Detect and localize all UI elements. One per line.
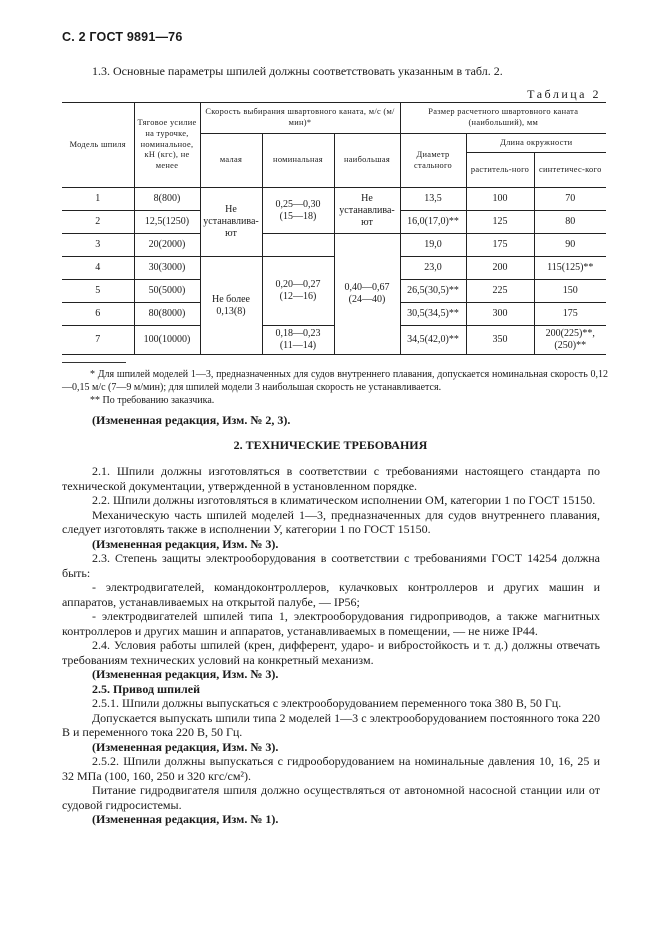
th-diameter: Диаметр стального [400, 134, 466, 188]
cell-diameter: 19,0 [400, 234, 466, 257]
cell-pull: 30(3000) [134, 257, 200, 280]
th-model: Модель шпиля [62, 103, 134, 188]
cell-synth: 70 [534, 188, 606, 211]
th-speed-max: наибольшая [334, 134, 400, 188]
cell-model: 3 [62, 234, 134, 257]
paragraph: Механическую часть шпилей моделей 1—3, предназначенных для судов внутреннего плавания, следует изготовлять также в исполнении У, категории 1 по ГОСТ 15150. [62, 507, 600, 536]
cell-plant: 125 [466, 211, 534, 234]
amendment-note: (Измененная редакция, Изм. № 3). [92, 536, 279, 551]
th-circ: Длина окружности [466, 134, 606, 153]
paragraph: 2.4. Условия работы шпилей (крен, дифферент, ударо- и вибростойкость и т. д.) должны отвечать требованиям технических условий на конкретный механизм. [62, 638, 600, 667]
paragraph: - электродвигателей, командоконтроллеров, кулачковых контроллеров и других машин и аппаратов, устанавливаемых на открытой палубе, — IP56; [62, 580, 600, 609]
cell-model: 5 [62, 280, 134, 303]
paragraph: Допускается выпускать шпили типа 2 моделей 1—3 с электрооборудованием постоянного тока 220 В и переменного тока 220 В, 50 Гц. [62, 710, 600, 739]
amendment-note: (Измененная редакция, Изм. № 1). [92, 812, 279, 826]
parameters-table [62, 102, 606, 355]
cell-model: 6 [62, 303, 134, 326]
cell-synth: 200(225)**, (250)** [534, 326, 606, 355]
cell-pull: 20(2000) [134, 234, 200, 257]
cell-pull: 50(5000) [134, 280, 200, 303]
footnote-separator [62, 362, 126, 363]
cell-speed-nom-c: 0,18—0,23 (11—14) [262, 326, 334, 355]
cell-plant: 300 [466, 303, 534, 326]
cell-speed-nom-b: 0,20—0,27 (12—16) [262, 257, 334, 326]
cell-diameter: 30,5(34,5)** [400, 303, 466, 326]
cell-plant: 100 [466, 188, 534, 211]
cell-plant: 350 [466, 326, 534, 355]
page-header: С. 2 ГОСТ 9891—76 [62, 30, 183, 44]
cell-synth: 115(125)** [534, 257, 606, 280]
amendment-note: (Измененная редакция, Изм. № 3). [92, 667, 279, 681]
cell-diameter: 23,0 [400, 257, 466, 280]
cell-pull: 100(10000) [134, 326, 200, 355]
paragraph: 2.2. Шпили должны изготовляться в климатическом исполнении ОМ, категории 1 по ГОСТ 15150. [92, 493, 596, 507]
cell-speed-low-b: Не более 0,13(8) [200, 257, 262, 355]
paragraph: - электродвигателей шпилей типа 1, электрооборудования гидроприводов, а также магнитных контроллеров и других машин и аппаратов, устанавливаемых в помещении, — не ниже IP44. [62, 609, 600, 638]
th-size: Размер расчетного швартовного каната (наибольший), мм [400, 103, 606, 134]
table-row [62, 234, 606, 257]
cell-synth: 175 [534, 303, 606, 326]
footnote-1: * Для шпилей моделей 1—3, предназначенных для судов внутреннего плавания, допускается номинальная скорость 0,12—0,15 м/с (7—9 м/мин); для шпилей модели 3 наибольшая скорость не устанавливается. [62, 369, 608, 393]
cell-diameter: 16,0(17,0)** [400, 211, 466, 234]
cell-speed-low-a: Не устанавлива-ют [200, 188, 262, 257]
th-speed: Скорость выбирания швартовного каната, м/с (м/мин)* [200, 103, 400, 134]
th-circ-plant: раститель-ного [466, 153, 534, 188]
section-body [62, 464, 600, 827]
footnote-2: ** По требованию заказчика. [90, 395, 215, 406]
paragraph: 2.3. Степень защиты электрооборудования в соответствии с требованиями ГОСТ 14254 должна быть: [62, 551, 600, 580]
paragraph: 2.5.1. Шпили должны выпускаться с электрооборудованием переменного тока 380 В, 50 Гц. [92, 696, 562, 710]
cell-model: 1 [62, 188, 134, 211]
intro-paragraph: 1.3. Основные параметры шпилей должны соответствовать указанным в табл. 2. [92, 64, 503, 78]
th-circ-synth: синтетичес-кого [534, 153, 606, 188]
cell-pull: 80(8000) [134, 303, 200, 326]
cell-plant: 200 [466, 257, 534, 280]
cell-speed-max-a: Не устанавлива-ют [334, 188, 400, 234]
cell-plant: 225 [466, 280, 534, 303]
footnotes [62, 368, 608, 407]
cell-diameter: 34,5(42,0)** [400, 326, 466, 355]
cell-speed-max-b: 0,40—0,67 (24—40) [334, 234, 400, 355]
paragraph: Питание гидродвигателя шпиля должно осуществляться от автономной насосной станции или от судовой гидросистемы. [62, 783, 600, 812]
subsection-title: 2.5. Привод шпилей [92, 681, 200, 696]
cell-speed-nom-a: 0,25—0,30 (15—18) [262, 188, 334, 234]
cell-diameter: 26,5(30,5)** [400, 280, 466, 303]
amendment-note: (Измененная редакция, Изм. № 2, 3). [92, 413, 291, 427]
cell-pull: 12,5(1250) [134, 211, 200, 234]
paragraph: 2.1. Шпили должны изготовляться в соответствии с требованиями настоящего стандарта по технической документации, утвержденной в установленном порядке. [62, 464, 600, 493]
cell-model: 2 [62, 211, 134, 234]
cell-model: 7 [62, 326, 134, 355]
cell-pull: 8(800) [134, 188, 200, 211]
th-speed-low: малая [200, 134, 262, 188]
th-speed-nom: номинальная [262, 134, 334, 188]
table-row [62, 188, 606, 211]
cell-model: 4 [62, 257, 134, 280]
th-pull: Тяговое усилие на турочке, номинальное, кН (кгс), не менее [134, 103, 200, 188]
cell-plant: 175 [466, 234, 534, 257]
cell-diameter: 13,5 [400, 188, 466, 211]
cell-synth: 150 [534, 280, 606, 303]
paragraph: 2.5.2. Шпили должны выпускаться с гидрооборудованием на номинальные давления 10, 16, 25 и 32 МПа (100, 160, 250 и 320 кгс/см²). [62, 754, 600, 783]
cell-speed-nom-empty [262, 234, 334, 257]
cell-synth: 80 [534, 211, 606, 234]
amendment-note: (Измененная редакция, Изм. № 3). [92, 739, 279, 754]
cell-synth: 90 [534, 234, 606, 257]
section-title: 2. ТЕХНИЧЕСКИЕ ТРЕБОВАНИЯ [233, 438, 428, 452]
table-caption: Таблица 2 [527, 87, 601, 101]
